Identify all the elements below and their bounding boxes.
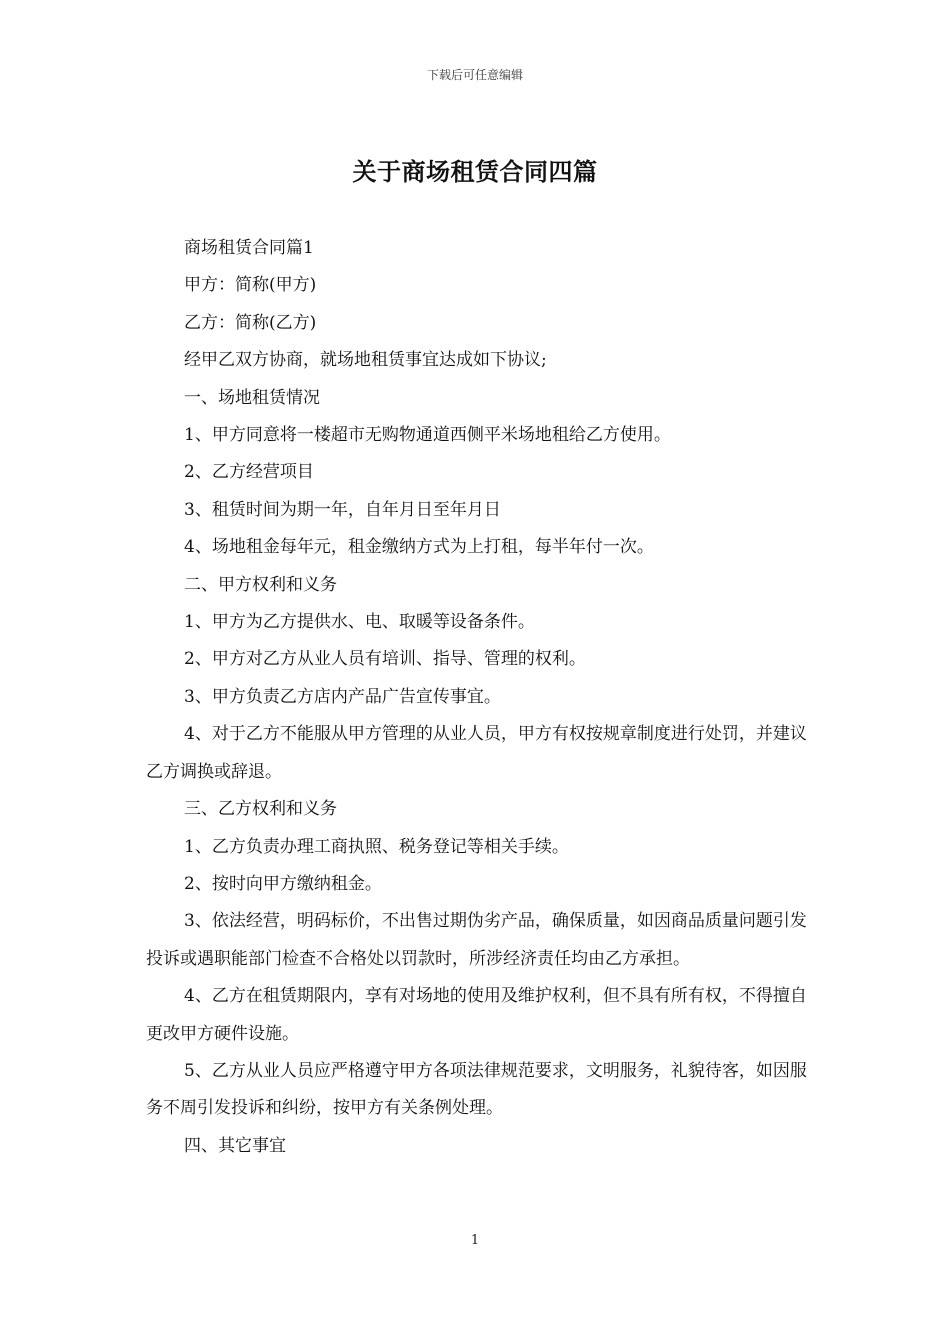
- paragraph: 甲方：简称(甲方): [184, 275, 317, 296]
- section-heading: 三、乙方权利和义务: [184, 799, 337, 820]
- section-heading: 一、场地租赁情况: [184, 387, 320, 408]
- paragraph: 2、甲方对乙方从业人员有培训、指导、管理的权利。: [184, 649, 586, 670]
- header-note: 下载后可任意编辑: [426, 68, 523, 82]
- paragraph: 商场租赁合同篇1: [184, 238, 314, 258]
- paragraph: 3、甲方负责乙方店内产品广告宣传事宜。: [184, 686, 501, 707]
- paragraph: 3、租赁时间为期一年，自年月日至年月日: [184, 499, 501, 520]
- paragraph: 4、场地租金每年元，租金缴纳方式为上打租，每半年付一次。: [184, 537, 654, 558]
- paragraph: 1、甲方为乙方提供水、电、取暖等设备条件。: [184, 612, 535, 633]
- paragraph: 乙方：简称(乙方): [184, 312, 317, 333]
- document-body: [146, 230, 811, 1165]
- paragraph: 1、乙方负责办理工商执照、税务登记等相关手续。: [184, 836, 569, 857]
- paragraph: 4、对于乙方不能服从甲方管理的从业人员，甲方有权按规章制度进行处罚，并建议乙方调换或辞退。: [146, 724, 807, 782]
- paragraph: 2、乙方经营项目: [184, 462, 314, 483]
- paragraph: 经甲乙双方协商，就场地租赁事宜达成如下协议;: [184, 350, 547, 371]
- paragraph: 5、乙方从业人员应严格遵守甲方各项法律规范要求，文明服务，礼貌待客，如因服务不周引发投诉和纠纷，按甲方有关条例处理。: [146, 1060, 807, 1119]
- paragraph: 3、依法经营，明码标价，不出售过期伪劣产品，确保质量，如因商品质量问题引发投诉或遇职能部门检查不合格处以罚款时，所涉经济责任均由乙方承担。: [146, 911, 807, 969]
- section-heading: 四、其它事宜: [184, 1135, 286, 1156]
- section-heading: 二、甲方权利和义务: [184, 574, 337, 595]
- paragraph: 1、甲方同意将一楼超市无购物通道西侧平米场地租给乙方使用。: [184, 425, 671, 446]
- document-title: 关于商场租赁合同四篇: [352, 157, 598, 186]
- page-number: 1: [470, 1233, 480, 1248]
- paragraph: 4、乙方在租赁期限内，享有对场地的使用及维护权利，但不具有所有权，不得擅自更改甲方硬件设施。: [146, 986, 807, 1044]
- paragraph: 2、按时向甲方缴纳租金。: [184, 873, 382, 894]
